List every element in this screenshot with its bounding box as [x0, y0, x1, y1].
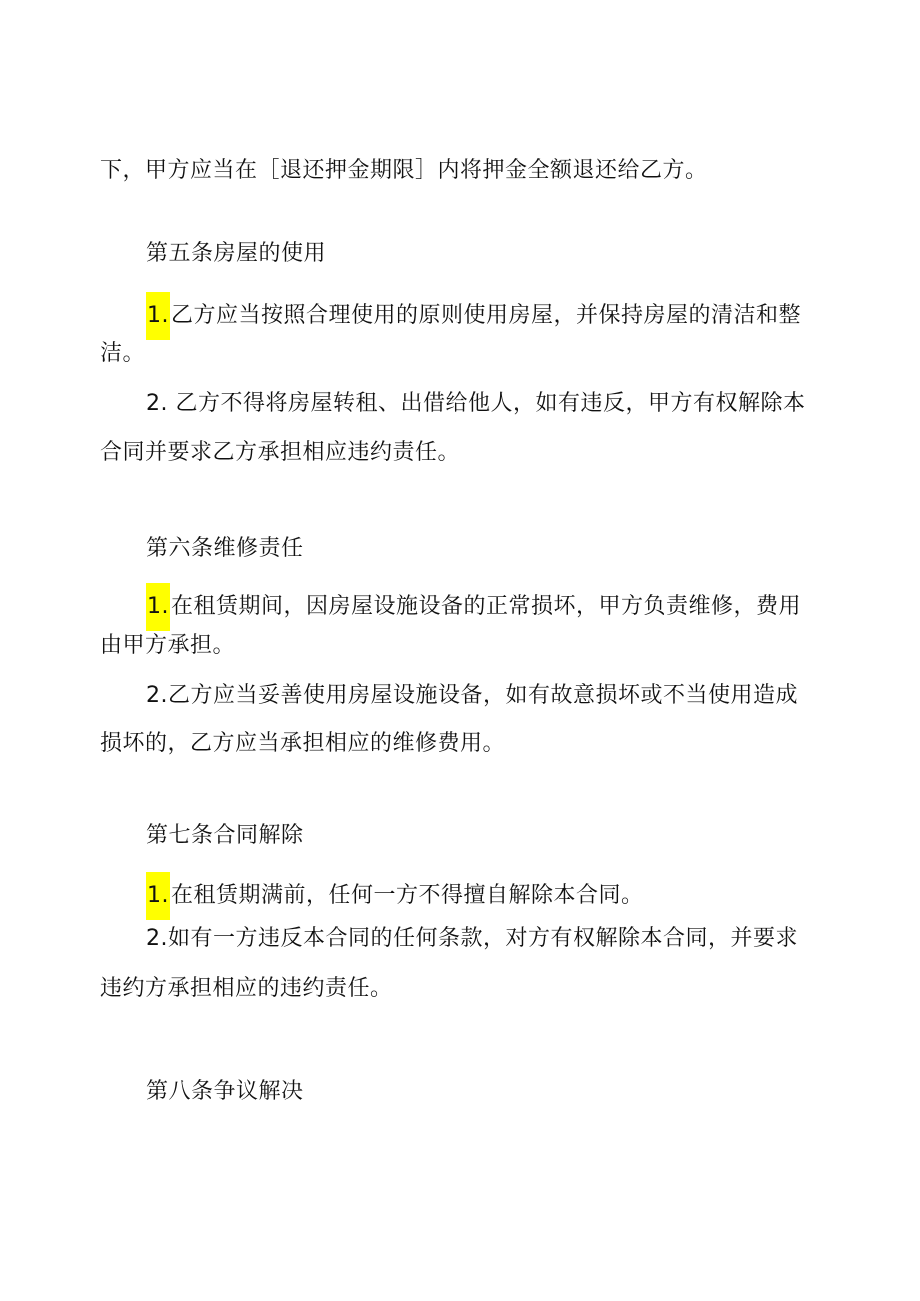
clause5-item1-line2: 洁。 [100, 341, 146, 366]
clause5-heading: 第五条房屋的使用 [146, 241, 327, 266]
clause6-item1-line2: 由甲方承担。 [100, 633, 236, 658]
clause6-item2-line1: 2.乙方应当妥善使用房屋设施设备，如有故意损坏或不当使用造成 [146, 683, 798, 708]
clause4-tail-text: 下，甲方应当在［退还押金期限］内将押金全额退还给乙方。 [100, 158, 708, 183]
clause8-heading: 第八条争议解决 [146, 1079, 304, 1104]
clause5-item1-line1 [146, 292, 801, 340]
highlighted-item-number: 1. [146, 292, 170, 340]
clause5-item1-text: 乙方应当按照合理使用的原则使用房屋，并保持房屋的清洁和整 [171, 303, 802, 328]
clause5-item2-line2: 合同并要求乙方承担相应违约责任。 [100, 440, 461, 465]
clause6-item2-line2: 损坏的，乙方应当承担相应的维修费用。 [100, 731, 506, 756]
highlighted-item-number: 1. [146, 583, 170, 631]
clause7-item2-line2: 违约方承担相应的违约责任。 [100, 976, 393, 1001]
clause5-item2-line1: 2. 乙方不得将房屋转租、出借给他人，如有违反，甲方有权解除本 [146, 391, 806, 416]
clause7-item2-line1: 2.如有一方违反本合同的任何条款，对方有权解除本合同，并要求 [146, 926, 798, 951]
clause7-item1-text: 在租赁期满前，任何一方不得擅自解除本合同。 [171, 883, 644, 908]
clause6-heading: 第六条维修责任 [146, 536, 304, 561]
clause6-item1-line1 [146, 583, 801, 631]
clause6-item1-text: 在租赁期间，因房屋设施设备的正常损坏，甲方负责维修，费用 [171, 594, 802, 619]
clause7-heading: 第七条合同解除 [146, 823, 304, 848]
highlighted-item-number: 1. [146, 872, 170, 920]
clause7-item1-line1 [146, 872, 644, 920]
